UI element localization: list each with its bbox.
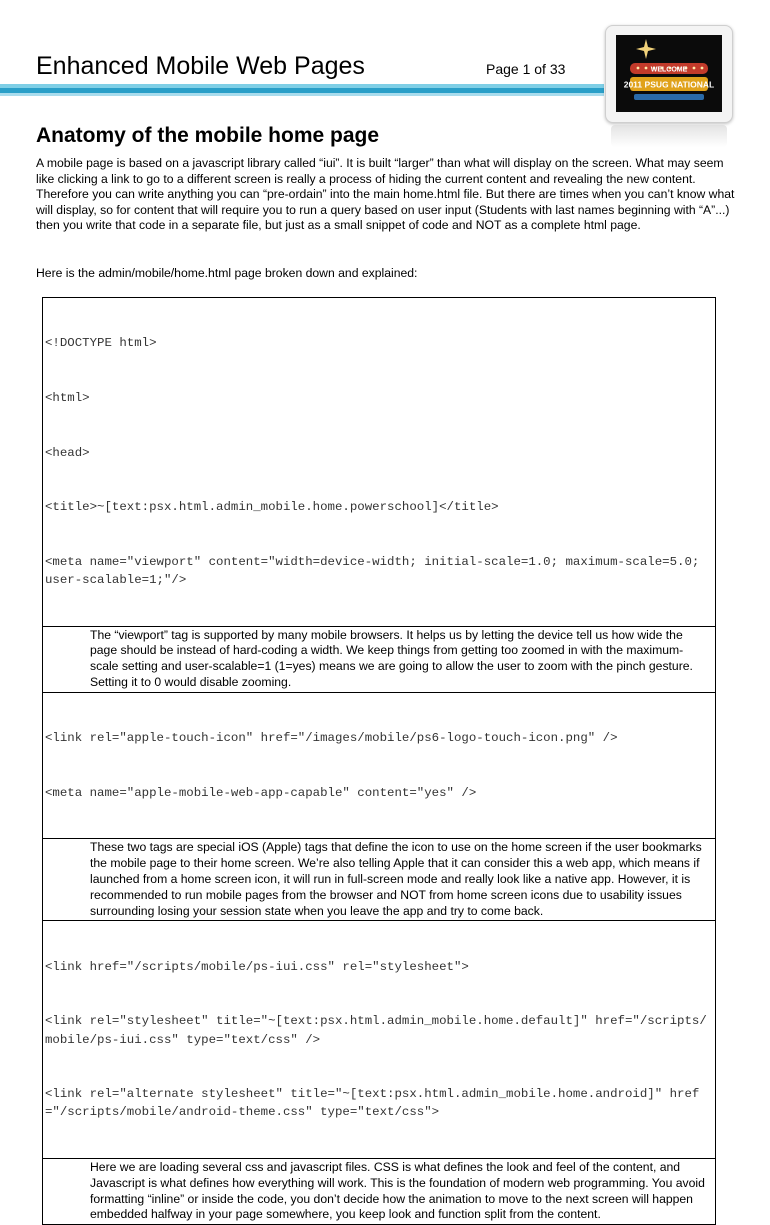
explanation-block: Here we are loading several css and javascript files. CSS is what defines the look and feel of the content, and Javascript is what defines how everything will work. This is the foundation of modern web programming. You avoid formatting “inline” or inside the code, you don’t decide how the animation to move to the next screen will happen embedded halfway in your page somewhere, you keep look and function split from the content. (43, 1158, 715, 1224)
code-line: <link rel="stylesheet" title="~[text:psx.html.admin_mobile.home.default]" href="/scripts/mobile/ps-iui.css" type="text/css" /> (45, 1014, 707, 1047)
code-line: <link rel="alternate stylesheet" title="~[text:psx.html.admin_mobile.home.android]" href="/scripts/mobile/android-theme.css" type="text/css"> (45, 1087, 700, 1120)
logo-card (605, 25, 733, 123)
code-line: <head> (45, 445, 90, 460)
header-rule (0, 84, 604, 100)
code-block (43, 692, 715, 839)
psug-logo (605, 25, 733, 151)
page-number: Page 1 of 33 (486, 61, 566, 77)
header-rule-band (0, 93, 604, 96)
code-block (43, 920, 715, 1158)
svg-text:2011 PSUG NATIONAL: 2011 PSUG NATIONAL (623, 79, 715, 90)
svg-text:WELCOME: WELCOME (650, 66, 688, 74)
section-title: Anatomy of the mobile home page (36, 124, 380, 147)
code-line: <html> (45, 391, 90, 406)
code-table (42, 297, 716, 1225)
explanation-block: The “viewport” tag is supported by many mobile browsers. It helps us by letting the device tell us how wide the page should be instead of hard-coding a width. We keep things from getting too zoomed in with the maximum-scale setting and user-scalable=1 (1=yes) means we are going to allow the user to zoom with the pinch gesture. Setting it to 0 would disable zooming. (43, 626, 715, 692)
code-line: <!DOCTYPE html> (45, 336, 157, 351)
psug-welcome-logo-icon (616, 35, 722, 112)
code-block (43, 298, 715, 626)
code-line: <meta name="viewport" content="width=device-width; initial-scale=1.0; maximum-scale=5.0; user-scalable=1;"/> (45, 554, 707, 588)
code-line: <link rel="apple-touch-icon" href="/images/mobile/ps6-logo-touch-icon.png" /> (45, 731, 618, 746)
code-line: <title>~[text:psx.html.admin_mobile.home.powerschool]</title> (45, 500, 499, 515)
document-title: Enhanced Mobile Web Pages (36, 52, 365, 80)
explanation-block: These two tags are special iOS (Apple) tags that define the icon to use on the home screen if the user bookmarks the mobile page to their home screen. We’re also telling Apple that it can consider this a web app, which means if launched from a home screen icon, it will run in full-screen mode and really look like a native app. However, it is recommended to run mobile pages from the browser and NOT from home screen icons due to usability issues surrounding losing your session state when you leave the app and try to come back. (43, 838, 715, 920)
lead-paragraph: Here is the admin/mobile/home.html page broken down and explained: (36, 266, 418, 280)
logo-reflection (611, 125, 727, 147)
code-line: <meta name="apple-mobile-web-app-capable" content="yes" /> (45, 785, 477, 800)
intro-paragraph: A mobile page is based on a javascript library called “iui”. It is built “larger” than what will display on the screen. What may seem like clicking a link to go to a different screen is really a process of hiding the current content and revealing the new content. Therefore you can write anything you can “pre-ordain” into the main home.html file. But there are times when you can’t know what will display, so for content that will require you to run a query based on user input (Students with last names beginning with “A”...) then you write that code in a separate file, but just as a small snippet of code and NOT as a complete html page. (36, 156, 735, 233)
code-line: <link href="/scripts/mobile/ps-iui.css" rel="stylesheet"> (45, 959, 469, 974)
